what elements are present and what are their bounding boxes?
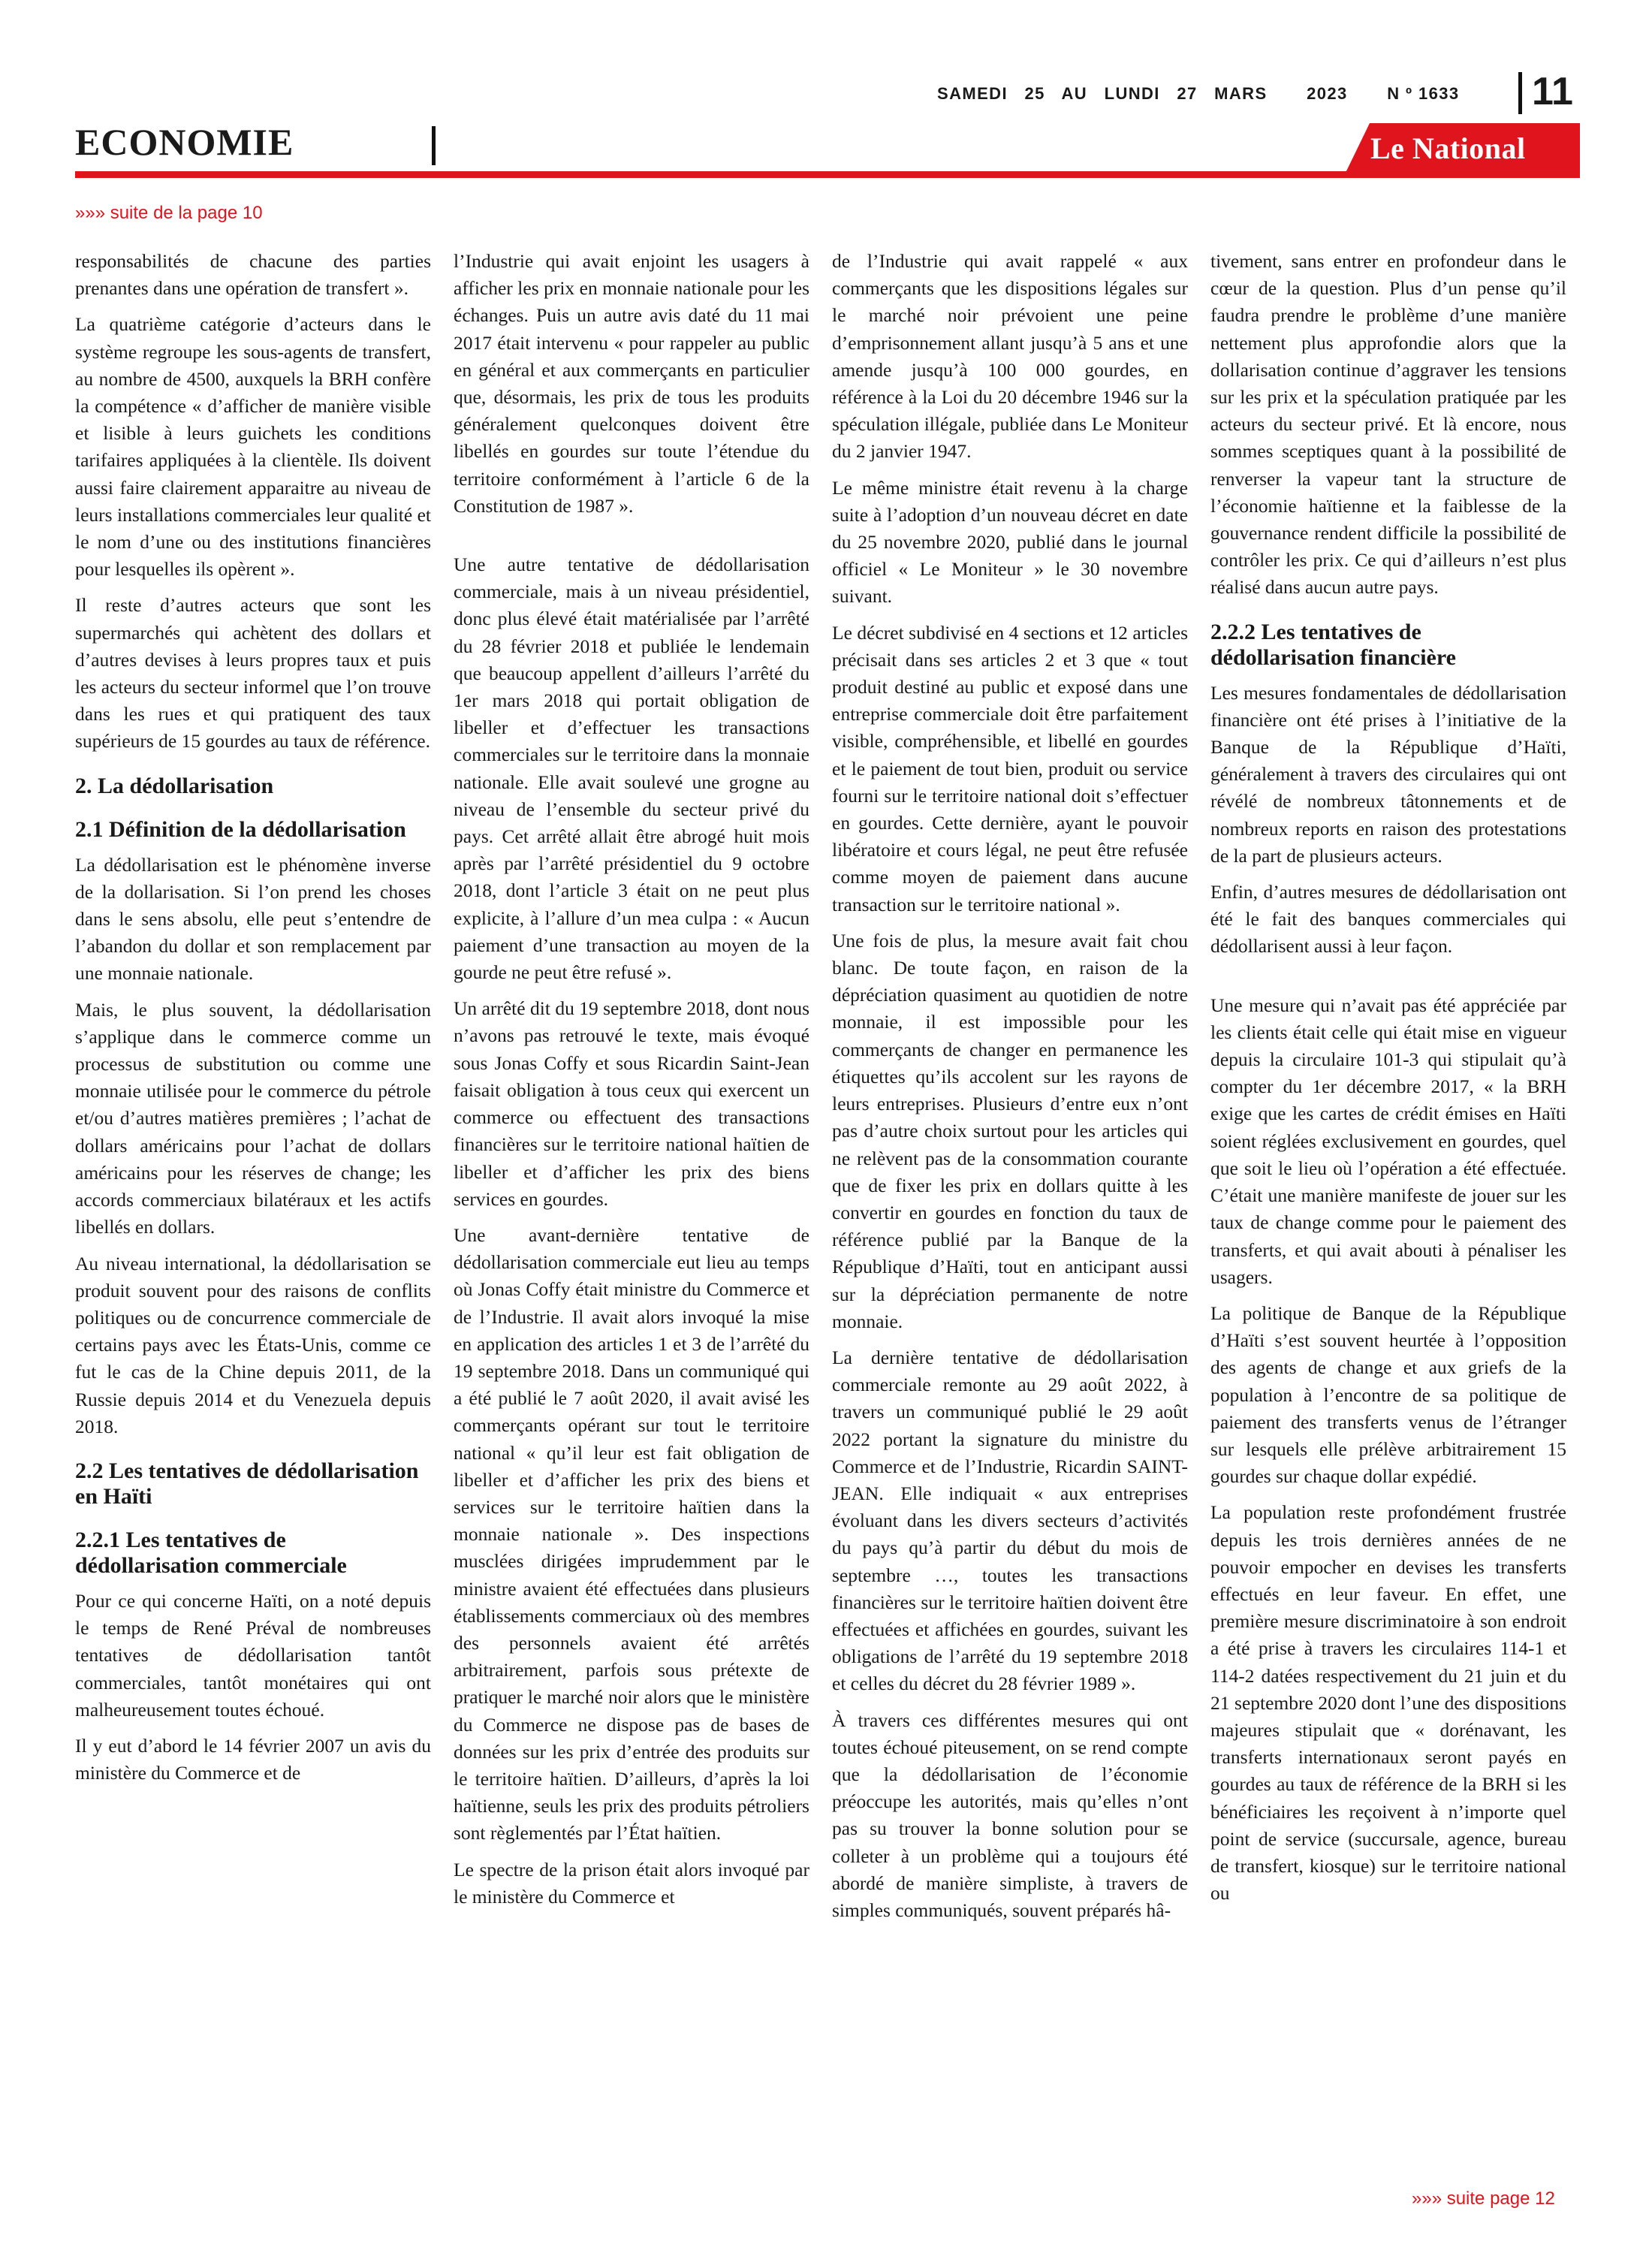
article-column-1 (75, 248, 431, 1796)
paragraph: La quatrième catégorie d’acteurs dans le système regroupe les sous-agents de transfert, au nombre de 4500, auxquels la BRH confère la compétence « d’afficher de manière visible et lisible à leurs guichets les conditions tarifaires appliquées à la clientèle. Ils doivent aussi faire clairement apparaitre au niveau de leurs installations commerciales leur qualité et le nom d’une ou des institutions financières pour lesquelles ils opèrent ». (75, 313, 431, 581)
subheading: 2.2 Les tentatives de dédollarisation en Haïti (75, 1458, 419, 1509)
paragraph: Il y eut d’abord le 14 février 2007 un avis du ministère du Commerce et de (75, 1734, 431, 1784)
newspaper-logo: Le National (1370, 131, 1526, 165)
paragraph: La dédollarisation est le phénomène inverse de la dollarisation. Si l’on prend les choses dans le sens absolu, elle peut s’entendre de l’abandon du dollar et son remplacement par une monnaie nationale. (75, 853, 431, 985)
paragraph: l’Industrie qui avait enjoint les usagers à afficher les prix en monnaie nationale pour les échanges. Puis un autre avis daté du 11 mai 2017 était intervenu « pour rappeler au public en général et aux commerçants en particulier que, désormais, les prix de tous les produits généralement quelconques doivent être libellés en gourdes sur toute l’étendue du territoire conformément à l’article 6 de la Constitution de 1987 ». (454, 250, 809, 517)
paragraph: Il reste d’autres acteurs que sont les supermarchés qui achètent des dollars et d’autres devises à leurs propres taux et puis les acteurs du secteur informel que l’on trouve dans les rues et qui pratiquent des taux supérieurs de 15 gourdes au taux de référence. (75, 594, 431, 753)
column-spacer (1210, 970, 1566, 992)
paragraph: Enfin, d’autres mesures de dédollarisation ont été le fait des banques commerciales qui dédollarisent aussi à leur façon. (1210, 881, 1566, 958)
paragraph: À travers ces différentes mesures qui ont toutes échoué piteusement, on se rend compte que la dédollarisation de l’économie préoccupe les autorités, mais qu’elles n’ont pas su trouver la bonne solution pour se colleter à un problème qui a toujours été abordé de manière simpliste, à travers de simples communiqués, souvent préparés hâ- (832, 1709, 1188, 1921)
paragraph: Une fois de plus, la mesure avait fait chou blanc. De toute façon, en raison de la dépréciation quasiment au quotidien de notre monnaie, il est impossible pour les commerçants de changer en permanence les étiquettes qu’ils accolent sur les rayons de leurs entreprises. Plusieurs d’entre eux n’ont pas d’autre choix surtout pour les articles qui ne relèvent pas de la consommation courante que de fixer les prix en dollars quitte à les convertir en gourdes en fonction du taux de référence publié par la Banque de la République d’Haïti, tout en anticipant aussi sur la dépréciation permanente de notre monnaie. (832, 929, 1188, 1332)
header-rule (75, 171, 1580, 178)
paragraph: Les mesures fondamentales de dédollarisation financière ont été prises à l’initiative de la Banque de la République d’Haïti, généralement à travers des circulaires qui ont révélé de nombreux tâtonnements et de nombreux reports en raison des protestations de la part de plusieurs acteurs. (1210, 681, 1566, 867)
paragraph: Une mesure qui n’avait pas été appréciée par les clients était celle qui était mise en vigueur depuis la circulaire 101-3 qui stipulait qu’à compter du 1er décembre 2017, « la BRH exige que les cartes de crédit émises en Haïti soient réglées exclusivement en gourdes, quel que soit le lieu où l’opération a été effectuée. C’était une manière manifeste de jouer sur les taux de change comme pour le paiement des transferts, et qui avait abouti à pénaliser les usagers. (1210, 994, 1566, 1288)
page-number: 11 (1532, 70, 1573, 113)
paragraph: tivement, sans entrer en profondeur dans le cœur de la question. Plus d’un pense qu’il faudra prendre le problème d’une manière nettement plus approfondie alors que la dollarisation continue d’aggraver les tensions sur les prix et la spéculation pratiquée par les acteurs du secteur privé. Et là encore, nous sommes sceptiques quant à la possibilité de renverser la vapeur tant la structure de l’économie haïtienne et la faiblesse de la gouvernance rendent difficile la possibilité de contrôler les prix. Ce qui d’ailleurs n’est plus réalisé dans aucun autre pays. (1210, 250, 1566, 599)
paragraph: Un arrêté dit du 19 septembre 2018, dont nous n’avons pas retrouvé le texte, mais évoqué sous Jonas Coffy et sous Ricardin Saint-Jean faisait obligation à tous ceux qui exercent un commerce ou effectuent des transactions financières sur le territoire national haïtien de libeller et d’afficher les prix des biens services en gourdes. (454, 997, 809, 1210)
paragraph: La dernière tentative de dédollarisation commerciale remonte au 29 août 2022, à travers un communiqué publié le 29 août 2022 portant la signature du ministre du Commerce et de l’Industrie, Ricardin SAINT-JEAN. Elle indiquait « aux entreprises évoluant dans les divers secteurs d’activités du pays qu’à partir du début du mois de septembre …, toutes les transactions financières sur le territoire haïtien doivent être effectuées et affichées en gourdes, suivant les obligations de l’arrêté du 19 septembre 2018 et celles du décret du 28 février 1989 ». (832, 1346, 1188, 1695)
paragraph: Au niveau international, la dédollarisation se produit souvent pour des raisons de conflits politiques ou de concurrence commerciale de certains pays avec les États-Unis, comme ce fut le cas de la Chine depuis 2011, de la Russie depuis 2014 et du Venezuela depuis 2018. (75, 1252, 431, 1437)
paragraph: Le spectre de la prison était alors invoqué par le ministère du Commerce et (454, 1858, 809, 1908)
column-spacer (454, 529, 809, 551)
paragraph: Le même ministre était revenu à la charge suite à l’adoption d’un nouveau décret en date du 25 novembre 2020, publié dans le journal officiel « Le Moniteur » le 30 novembre suivant. (832, 476, 1188, 608)
article-column-3 (832, 248, 1188, 1933)
paragraph: La politique de Banque de la République d’Haïti s’est souvent heurtée à l’opposition des agents de change et aux griefs de la population à l’encontre de sa politique de paiement des transferts venus de l’étranger sur lesquels elle prélève arbitrairement 15 gourdes sur chaque dollar expédié. (1210, 1301, 1566, 1488)
continued-from-link[interactable]: »»» suite de la page 10 (75, 203, 263, 223)
paragraph: Pour ce qui concerne Haïti, on a noté depuis le temps de René Préval de nombreuses tentatives de dédollarisation tantôt commerciales, tantôt monétaires qui ont malheureusement toutes échoué. (75, 1589, 431, 1721)
article-column-4 (1210, 248, 1566, 1916)
header-divider (1518, 72, 1522, 114)
paragraph: Une autre tentative de dédollarisation commerciale, mais à un niveau présidentiel, donc plus élevé était matérialisée par l’arrêté du 28 février 2018 et publiée le lendemain que beaucoup appellent d’ailleurs l’arrêté du 1er mars 2018 qui portait obligation de libeller et d’effectuer les transactions commerciales sur le territoire dans la monnaie nationale. Elle avait soulevé une grogne au niveau de l’ensemble du secteur privé du pays. Cet arrêté allait être abrogé huit mois après par l’arrêté présidentiel du 9 octobre 2018, dont l’article 3 était on ne peut plus explicite, à l’allure d’un mea culpa : « Aucun paiement d’une transaction au moyen de la gourde ne peut être refusé ». (454, 553, 809, 984)
paragraph: de l’Industrie qui avait rappelé « aux commerçants que les dispositions légales sur le marché noir prévoient une peine d’emprisonnement allant jusqu’à 5 ans et une amende jusqu’à 100 000 gourdes, en référence à la Loi du 20 décembre 1946 sur la spéculation illégale, publiée dans Le Moniteur du 2 janvier 1947. (832, 250, 1188, 463)
section-divider (432, 126, 436, 165)
article-column-2 (454, 248, 809, 1920)
paragraph: Une avant-dernière tentative de dédollarisation commerciale eut lieu au temps où Jonas Coffy était ministre du Commerce et de l’Industrie. Il avait alors invoqué la mise en application des articles 1 et 3 de l’arrêté du 19 septembre 2018. Dans un communiqué qui a été publié le 7 août 2020, il avait avisé les commerçants opérant sur tout le territoire national « qu’il leur est fait obligation de libeller et d’afficher les prix des biens et services sur le territoire haïtien dans la monnaie nationale ». Des inspections musclées dirigées imprudemment par le ministre avaient été effectuées dans plusieurs établissements commerciaux où des membres des personnels avaient été arrêtés arbitrairement, parfois sous prétexte de pratiquer le marché noir alors que le ministère du Commerce ne dispose pas de bases de données sur les prix d’entrée des produits sur le territoire haïtien. D’ailleurs, d’après la loi haïtienne, seuls les prix des produits pétroliers sont règlementés par l’État haïtien. (454, 1223, 809, 1844)
continued-to-link[interactable]: »»» suite page 12 (1412, 2188, 1555, 2209)
paragraph: Le décret subdivisé en 4 sections et 12 articles précisait dans ses articles 2 et 3 que « tout produit destiné au public et exposé dans une entreprise commerciale doit être parfaitement visible, compréhensible, et libellé en gourdes et le paiement de tout bien, produit ou service fourni sur le territoire national doit s’effectuer en gourdes. Cette dernière, ayant le pouvoir libératoire et cours légal, ne peut être refusée comme moyen de paiement dans aucune transaction sur le territoire national ». (832, 621, 1188, 915)
paragraph: Mais, le plus souvent, la dédollarisation s’applique dans le commerce comme un processus de substitution ou comme une monnaie utilisée pour le commerce du pétrole et/ou d’autres matières premières ; l’achat de dollars américains pour l’achat de dollars américains pour les réserves de change; les accords commerciaux bilatéraux et les actifs libellés en dollars. (75, 998, 431, 1238)
subheading: 2.1 Définition de la dédollarisation (75, 816, 406, 842)
issue-date: SAMEDI 25 AU LUNDI 27 MARS 2023 N º 1633 (937, 84, 1460, 103)
paragraph: responsabilités de chacune des parties prenantes dans une opération de transfert ». (75, 250, 431, 300)
subheading: 2.2.2 Les tentatives de dédollarisation financière (1210, 619, 1456, 670)
subheading: 2. La dédollarisation (75, 773, 274, 798)
section-title: ECONOMIE (75, 121, 294, 163)
paragraph: La population reste profondément frustrée depuis les trois dernières années de ne pouvoir empocher en devises les transferts effectués en leur faveur. En effet, une première mesure discriminatoire à son endroit a été prise à travers les circulaires 114-1 et 114-2 datées respectivement du 21 juin et du 21 septembre 2020 dont l’une des dispositions majeures stipulait que « dorénavant, les transferts internationaux seront payés en gourdes au taux de référence de la BRH si les bénéficiaires les reçoivent à n’importe quel point de service (succursale, agence, bureau de transfert, kiosque) sur le territoire national ou (1210, 1501, 1566, 1905)
subheading: 2.2.1 Les tentatives de dédollarisation commerciale (75, 1527, 347, 1578)
